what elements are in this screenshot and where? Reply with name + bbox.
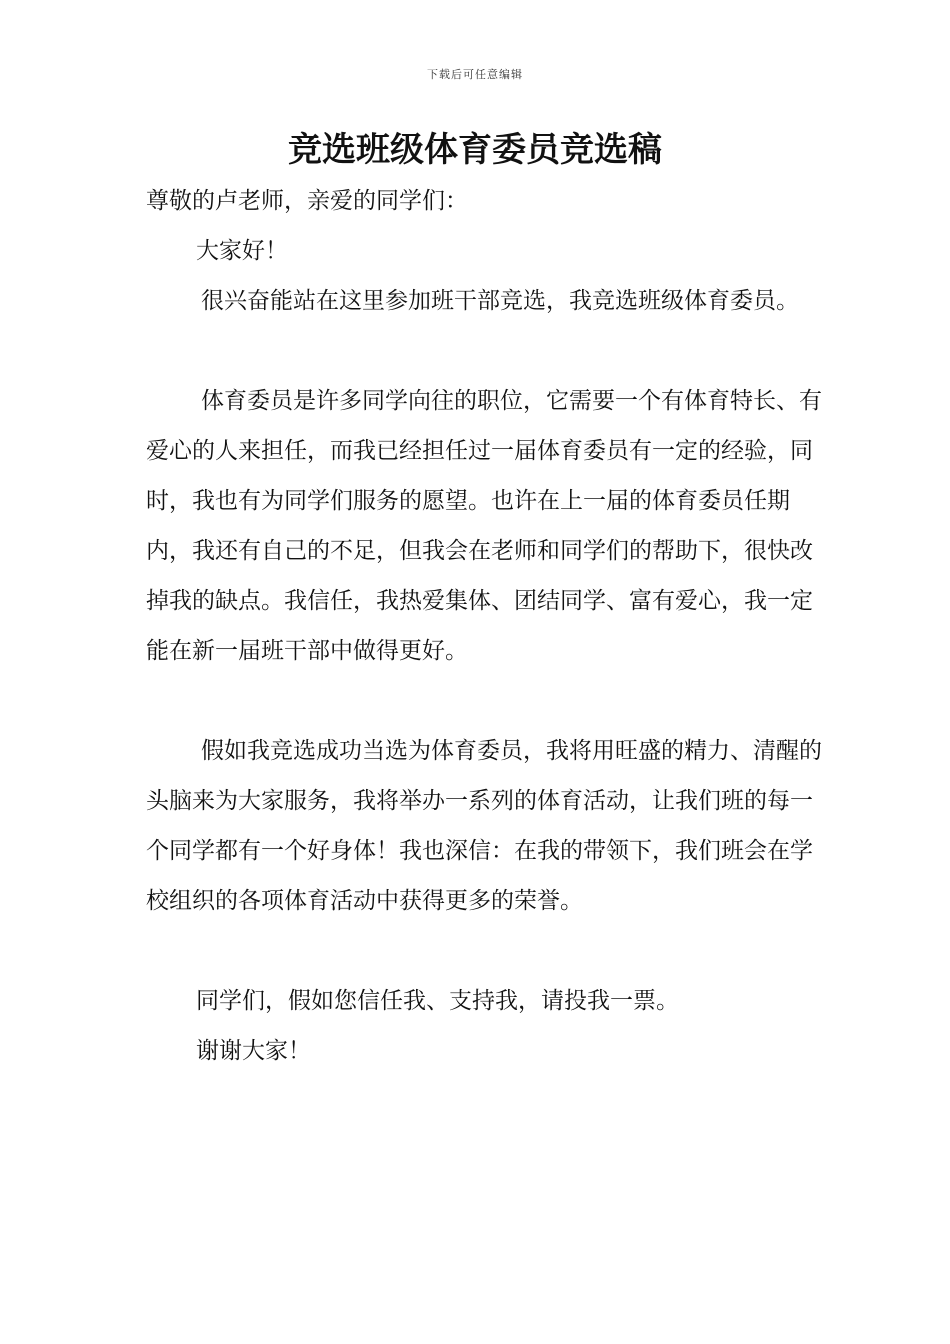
- paragraph-experience: 体育委员是许多同学向往的职位，它需要一个有体育特长、有爱心的人来担任，而我已经担任过一届体育委员有一定的经验，同时，我也有为同学们服务的愿望。也许在上一届的体育委员任期内，我还有自己的不足，但我会在老师和同学们的帮助下，很快改掉我的缺点。我信任，我热爱集体、团结同学、富有爱心，我一定能在新一届班干部中做得更好。: [146, 388, 822, 664]
- page-header-note: 下载后可任意编辑: [427, 68, 523, 81]
- document-title: 竞选班级体育委员竞选稿: [288, 130, 662, 170]
- paragraph-plan: 假如我竞选成功当选为体育委员，我将用旺盛的精力、清醒的头脑来为大家服务，我将举办一系列的体育活动，让我们班的每一个同学都有一个好身体！我也深信：在我的带领下，我们班会在学校组织的各项体育活动中获得更多的荣誉。: [146, 738, 822, 914]
- closing-thanks: 谢谢大家！: [196, 1038, 311, 1064]
- greeting: 大家好！: [196, 238, 288, 264]
- paragraph-intro: 很兴奋能站在这里参加班干部竞选，我竞选班级体育委员。: [201, 288, 799, 314]
- salutation: 尊敬的卢老师，亲爱的同学们：: [146, 188, 468, 214]
- paragraph-vote-request: 同学们，假如您信任我、支持我，请投我一票。: [196, 988, 679, 1014]
